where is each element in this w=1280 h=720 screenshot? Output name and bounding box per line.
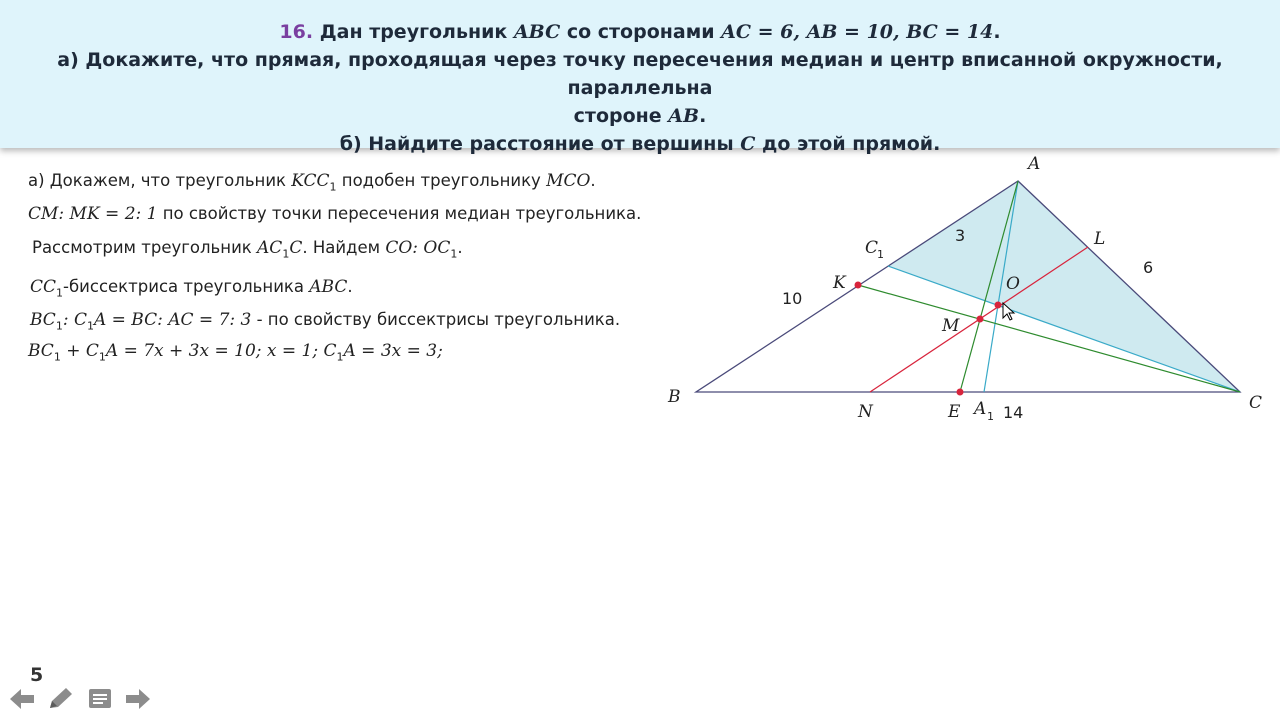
side-label-ac1: 3 <box>955 226 966 245</box>
math: A = 3x = 3; <box>343 341 443 361</box>
label-a: A <box>1028 154 1041 174</box>
math: : C <box>62 310 87 330</box>
solution-line-3: Рассмотрим треугольник $AC_1C$. Найдем CO: $OC_1$. <box>32 238 463 261</box>
text: Рассмотрим треугольник <box>32 238 258 257</box>
subscript: 1 <box>55 319 63 333</box>
label-k: K <box>833 273 846 293</box>
label-c: C <box>1249 393 1263 413</box>
math: CC <box>30 277 57 297</box>
text: по свойству точки пересечения медиан треугольника. <box>157 204 642 223</box>
task-text: до этой прямой. <box>755 133 941 155</box>
point-e <box>957 389 964 396</box>
task-text: . <box>699 105 707 127</box>
text: а) Докажем, что треугольник <box>28 171 292 190</box>
text: подобен треугольнику <box>336 171 547 190</box>
notes-icon[interactable] <box>86 686 114 712</box>
subscript: 1 <box>450 247 458 261</box>
math: BC <box>30 310 56 330</box>
shaded-triangle-acc1 <box>888 181 1240 392</box>
task-line-2: а) Докажите, что прямая, проходящая через точку пересечения медиан и центр вписанной окружности, параллельна <box>57 49 1223 99</box>
math: A = BC: AC = 7: 3 <box>93 310 252 330</box>
math: + C <box>60 341 99 361</box>
text: -биссектриса треугольника <box>63 277 310 296</box>
label-m: M <box>942 316 960 336</box>
label-b: B <box>668 387 681 407</box>
math: A = 7x + 3x = 10; x = 1; C <box>105 341 337 361</box>
arrow-left-icon[interactable] <box>8 686 36 712</box>
side-label-ab: 10 <box>782 289 803 308</box>
point-k <box>855 282 862 289</box>
subscript: 1 <box>56 286 64 300</box>
subscript: 1 <box>53 350 61 364</box>
point-m <box>977 316 984 323</box>
task-math: AC = 6, AB = 10, BC = 14 <box>721 21 994 43</box>
subscript: 1 <box>329 180 337 194</box>
math: CO: OC <box>385 238 451 258</box>
label-c1-subscript: 1 <box>877 248 884 261</box>
math: AC <box>257 238 283 258</box>
task-math: AB <box>668 105 700 127</box>
label-a1-subscript: 1 <box>987 410 994 423</box>
math: ABC <box>309 277 348 297</box>
text: . <box>457 238 463 257</box>
task-text: б) Найдите расстояние от вершины <box>339 133 741 155</box>
label-e: E <box>948 402 961 422</box>
point-o <box>995 302 1002 309</box>
task-number: 16. <box>279 21 314 43</box>
label-c1: C <box>865 238 879 258</box>
math: MCO <box>546 171 591 191</box>
math: BC <box>28 341 54 361</box>
label-n: N <box>858 402 873 422</box>
text: . <box>347 277 353 296</box>
arrow-right-icon[interactable] <box>124 686 152 712</box>
task-math: C <box>740 133 756 155</box>
label-l: L <box>1094 229 1106 249</box>
task-math: ABC <box>513 21 561 43</box>
pen-icon[interactable] <box>46 686 74 712</box>
page-number: 5 <box>30 664 44 686</box>
subscript: 1 <box>282 247 290 261</box>
math: KCC <box>291 171 330 191</box>
side-label-ac: 6 <box>1143 258 1154 277</box>
subscript: 1 <box>86 319 94 333</box>
text: . Найдем <box>302 238 386 257</box>
side-label-bc: 14 <box>1003 403 1024 422</box>
label-a1: A <box>974 399 987 419</box>
task-text: со сторонами <box>560 21 722 43</box>
text: - по свойству биссектрисы треугольника. <box>251 310 621 329</box>
subscript: 1 <box>98 350 106 364</box>
subscript: 1 <box>336 350 344 364</box>
task-text: Дан треугольник <box>319 21 514 43</box>
math: CM: MK = 2: 1 <box>28 204 158 224</box>
task-text: . <box>993 21 1001 43</box>
task-text: стороне <box>573 105 669 127</box>
text: . <box>590 171 596 190</box>
label-o: O <box>1006 274 1020 294</box>
